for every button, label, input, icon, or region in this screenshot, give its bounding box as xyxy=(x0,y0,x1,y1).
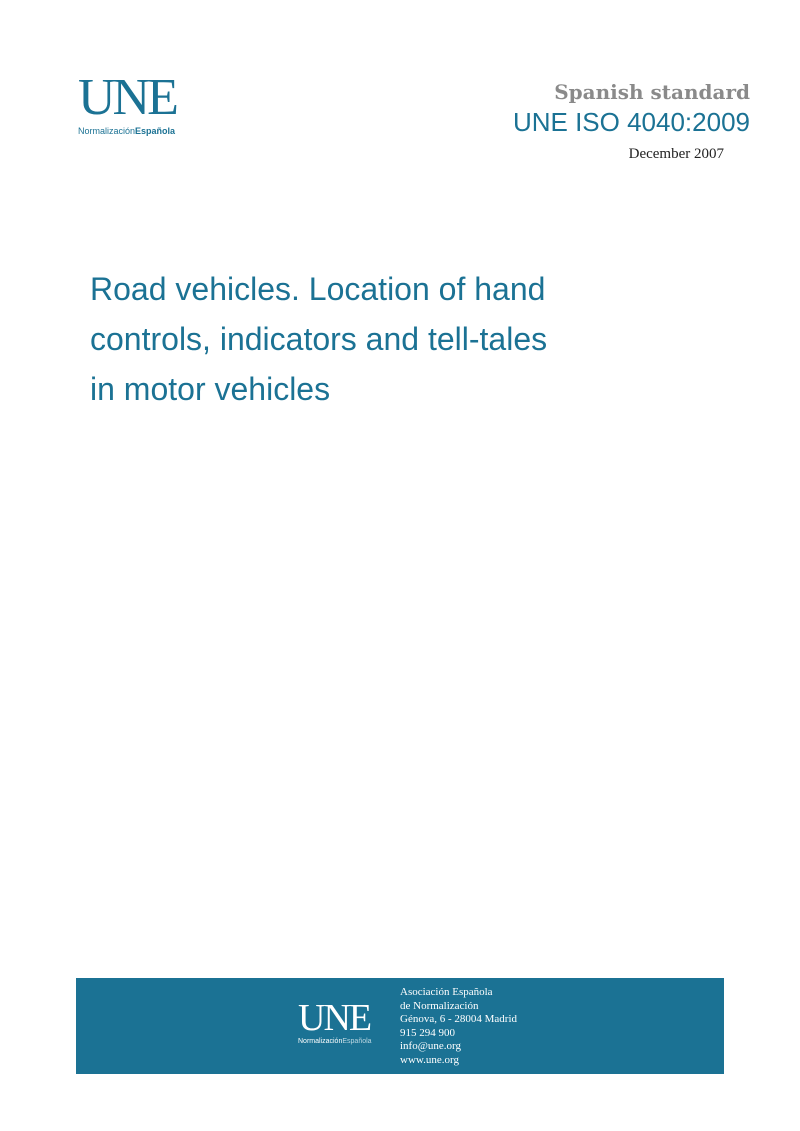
standard-code: UNE ISO 4040:2009 xyxy=(512,107,750,137)
document-title xyxy=(90,264,610,414)
standard-header xyxy=(513,80,750,164)
address-line-org2: de Normalización xyxy=(400,999,479,1012)
address-line-org: Asociación Española xyxy=(400,986,493,998)
logo-subtitle-b: Española xyxy=(342,1038,372,1045)
logo-subtitle xyxy=(78,126,198,136)
address-line-phone: 915 294 900 xyxy=(400,1026,455,1039)
logo-subtitle-b: Española xyxy=(135,126,176,136)
logo-letters: UNE xyxy=(78,69,176,126)
address-line-email[interactable]: info@une.org xyxy=(400,1040,461,1053)
address-line-website[interactable]: www.une.org xyxy=(400,1053,459,1066)
standard-date: December 2007 xyxy=(628,146,724,162)
logo-subtitle xyxy=(298,1038,388,1045)
une-logo-footer xyxy=(298,997,388,1045)
title-line: in motor vehicles xyxy=(90,371,331,407)
logo-letters: UNE xyxy=(298,997,371,1039)
address-block xyxy=(400,986,517,1068)
logo-subtitle-a: Normalización xyxy=(298,1038,343,1045)
footer-band xyxy=(76,978,724,1074)
standard-kind: Spanish standard xyxy=(554,80,750,104)
une-logo xyxy=(78,69,198,136)
address-line-street: Génova, 6 - 28004 Madrid xyxy=(400,1013,518,1026)
logo-subtitle-a: Normalización xyxy=(78,126,136,136)
title-line: controls, indicators and tell-tales xyxy=(90,321,548,357)
title-line: Road vehicles. Location of hand xyxy=(90,271,546,307)
